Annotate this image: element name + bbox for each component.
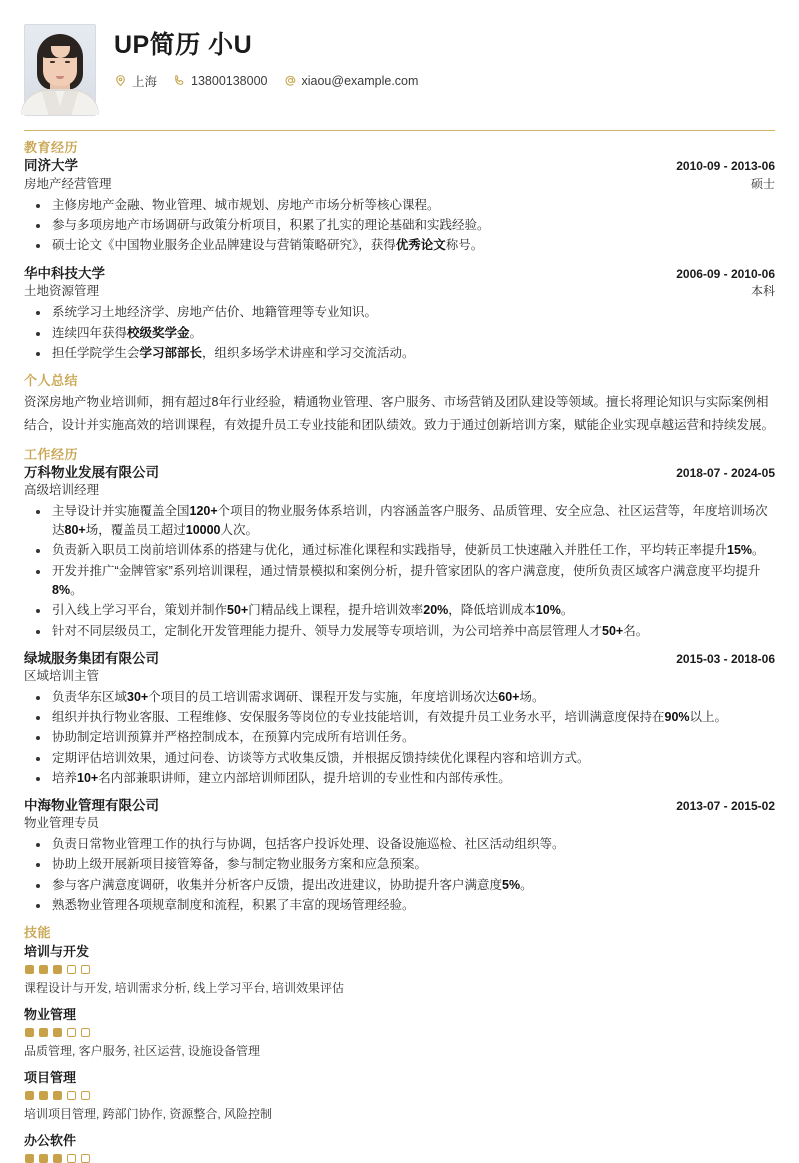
bullet-item: 协助制定培训预算并严格控制成本，在预算内完成所有培训任务。: [24, 728, 775, 747]
bullet-item: 连续四年获得校级奖学金。: [24, 324, 775, 343]
rating-dot-empty: [81, 1154, 90, 1163]
skill-entry: [24, 1006, 775, 1060]
entry-bullet-list: [24, 688, 775, 789]
entry-subheader: [24, 282, 775, 300]
bullet-item: 负责华东区域30+个项目的员工培训需求调研、课程开发与实施，年度培训场次达60+场。: [24, 688, 775, 707]
rating-dot-empty: [67, 1091, 76, 1100]
skill-items: 品质管理, 客户服务, 社区运营, 设施设备管理: [24, 1043, 261, 1058]
rating-dot-filled: [39, 1028, 48, 1037]
at-email-icon: [284, 74, 297, 87]
skill-name: 项目管理: [24, 1069, 77, 1085]
location-pin-icon: [114, 74, 127, 87]
rating-dot-filled: [25, 1091, 34, 1100]
rating-dot-empty: [67, 965, 76, 974]
education-entries: [24, 157, 775, 363]
bullet-item: 担任学院学生会学习部部长，组织多场学术讲座和学习交流活动。: [24, 344, 775, 363]
skill-items: 培训项目管理, 跨部门协作, 资源整合, 风险控制: [24, 1107, 273, 1122]
rating-dot-filled: [53, 1154, 62, 1163]
bullet-item: 定期评估培训效果，通过问卷、访谈等方式收集反馈，并根据反馈持续优化课程内容和培训方式。: [24, 749, 775, 768]
experience-entry: [24, 797, 775, 915]
resume-header: [24, 24, 775, 130]
entry-bullet-list: [24, 502, 775, 642]
section-title-work: 工作经历: [24, 446, 79, 462]
bullet-item: 负责新入职员工岗前培训体系的搭建与优化，通过标准化课程和实践指导，使新员工快速融入并胜任工作，平均转正率提升15%。: [24, 541, 775, 560]
section-title-education: 教育经历: [24, 140, 79, 155]
contact-phone-value: 13800138000: [191, 73, 268, 88]
experience-entry: [24, 464, 775, 641]
skill-items: 课程设计与开发, 培训需求分析, 线上学习平台, 培训效果评估: [24, 980, 345, 995]
skill-name: 办公软件: [24, 1133, 77, 1149]
rating-dot-empty: [81, 965, 90, 974]
entry-organization: 万科物业发展有限公司: [24, 465, 159, 481]
page-title: UP简历 小U: [114, 31, 253, 59]
bullet-item: 参与多项房地产市场调研与政策分析项目，积累了扎实的理论基础和实践经验。: [24, 216, 775, 235]
entry-role: 房地产经营管理: [24, 176, 112, 191]
rating-dot-filled: [53, 1028, 62, 1037]
entry-organization: 同济大学: [24, 158, 78, 174]
contact-email-value: xiaou@example.com: [301, 73, 419, 88]
entry-bullet-list: [24, 303, 775, 363]
section-title-summary: 个人总结: [24, 373, 79, 389]
rating-dot-empty: [81, 1091, 90, 1100]
entry-dates: 2010-09 - 2013-06: [676, 159, 775, 174]
skill-rating: [25, 965, 775, 974]
entry-organization: 中海物业管理有限公司: [24, 798, 159, 814]
entry-header: [24, 157, 775, 175]
bullet-item: 针对不同层级员工，定制化开发管理能力提升、领导力发展等专项培训，为公司培养中高层管理人才50+名。: [24, 622, 775, 641]
bullet-item: 主修房地产金融、物业管理、城市规划、房地产市场分析等核心课程。: [24, 196, 775, 215]
entry-subheader: [24, 815, 775, 832]
skill-name: 培训与开发: [24, 943, 90, 959]
entry-dates: 2013-07 - 2015-02: [676, 799, 775, 814]
rating-dot-filled: [39, 1091, 48, 1100]
bullet-item: 开发并推广“金牌管家”系列培训课程，通过情景模拟和案例分析，提升管家团队的客户满意度，使所负责区域客户满意度平均提升8%。: [24, 562, 775, 601]
section-summary: [24, 373, 775, 437]
entry-role: 区域培训主管: [24, 668, 100, 683]
section-title-skills: 技能: [24, 925, 52, 941]
bullet-item: 系统学习土地经济学、房地产估价、地籍管理等专业知识。: [24, 303, 775, 322]
entry-role: 高级培训经理: [24, 482, 100, 497]
bullet-item: 组织并执行物业客服、工程维修、安保服务等岗位的专业技能培训，有效提升员工业务水平，培训满意度保持在90%以上。: [24, 708, 775, 727]
avatar: [24, 24, 96, 116]
bullet-item: 负责日常物业管理工作的执行与协调，包括客户投诉处理、设备设施巡检、社区活动组织等。: [24, 835, 775, 854]
entry-bullet-list: [24, 196, 775, 256]
skill-entry: [24, 1132, 775, 1163]
bullet-item: 参与客户满意度调研，收集并分析客户反馈，提出改进建议，协助提升客户满意度5%。: [24, 876, 775, 895]
entry-header: [24, 464, 775, 482]
bullet-item: 引入线上学习平台，策划并制作50+门精品线上课程，提升培训效率20%，降低培训成本10%。: [24, 601, 775, 620]
entry-subheader: [24, 175, 775, 193]
avatar-fringe: [40, 38, 80, 58]
entry-organization: 华中科技大学: [24, 265, 105, 281]
experience-entry: [24, 265, 775, 364]
entry-degree: 硕士: [750, 176, 775, 191]
avatar-eye-left: [50, 61, 55, 63]
contact-list: [114, 72, 428, 90]
entry-dates: 2006-09 - 2010-06: [676, 266, 775, 281]
phone-icon: [173, 74, 186, 87]
rating-dot-filled: [53, 965, 62, 974]
rating-dot-empty: [67, 1028, 76, 1037]
entry-role: 土地资源管理: [24, 284, 100, 299]
entry-header: [24, 265, 775, 283]
entry-role: 物业管理专员: [24, 815, 100, 830]
contact-phone: [173, 74, 267, 88]
section-divider: [24, 130, 775, 131]
entry-bullet-list: [24, 835, 775, 916]
summary-text: 资深房地产物业培训师，拥有超过8年行业经验，精通物业管理、客户服务、市场营销及团队建设等领域。擅长将理论知识与实际案例相结合，设计并实施高效的培训课程，有效提升员工专业技能和团队绩效。致力于通过创新培训方案，赋能企业实现卓越运营和持续发展。: [24, 394, 775, 432]
entry-organization: 绿城服务集团有限公司: [24, 651, 159, 667]
rating-dot-filled: [39, 1154, 48, 1163]
bullet-item: 熟悉物业管理各项规章制度和流程，积累了丰富的现场管理经验。: [24, 896, 775, 915]
skill-rating: [25, 1091, 775, 1100]
section-work: [24, 447, 775, 916]
entry-header: [24, 650, 775, 668]
skill-rating: [25, 1154, 775, 1163]
experience-entry: [24, 157, 775, 256]
section-education: [24, 130, 775, 363]
contact-location: [114, 72, 157, 90]
identity-block: [114, 24, 428, 90]
skill-entries: [24, 943, 775, 1163]
rating-dot-empty: [81, 1028, 90, 1037]
skill-name: 物业管理: [24, 1006, 77, 1022]
bullet-item: 培养10+名内部兼职讲师，建立内部培训师团队，提升培训的专业性和内部传承性。: [24, 769, 775, 788]
rating-dot-filled: [53, 1091, 62, 1100]
skill-rating: [25, 1028, 775, 1037]
rating-dot-filled: [25, 965, 34, 974]
entry-header: [24, 797, 775, 815]
work-entries: [24, 464, 775, 915]
rating-dot-filled: [39, 965, 48, 974]
section-skills: [24, 925, 775, 1163]
rating-dot-filled: [25, 1028, 34, 1037]
entry-dates: 2015-03 - 2018-06: [676, 652, 775, 667]
avatar-eye-right: [65, 61, 70, 63]
contact-email: [284, 74, 419, 88]
contact-location-value: 上海: [132, 74, 158, 89]
entry-degree: 本科: [750, 284, 775, 299]
rating-dot-filled: [25, 1154, 34, 1163]
skill-entry: [24, 1069, 775, 1123]
entry-subheader: [24, 668, 775, 685]
bullet-item: 协助上级开展新项目接管筹备，参与制定物业服务方案和应急预案。: [24, 855, 775, 874]
skill-entry: [24, 943, 775, 997]
entry-subheader: [24, 482, 775, 499]
experience-entry: [24, 650, 775, 788]
bullet-item: 硕士论文《中国物业服务企业品牌建设与营销策略研究》，获得优秀论文称号。: [24, 236, 775, 255]
rating-dot-empty: [67, 1154, 76, 1163]
bullet-item: 主导设计并实施覆盖全国120+个项目的物业服务体系培训，内容涵盖客户服务、品质管理、安全应急、社区运营等，年度培训场次达80+场，覆盖员工超过10000人次。: [24, 502, 775, 541]
entry-dates: 2018-07 - 2024-05: [676, 466, 775, 481]
